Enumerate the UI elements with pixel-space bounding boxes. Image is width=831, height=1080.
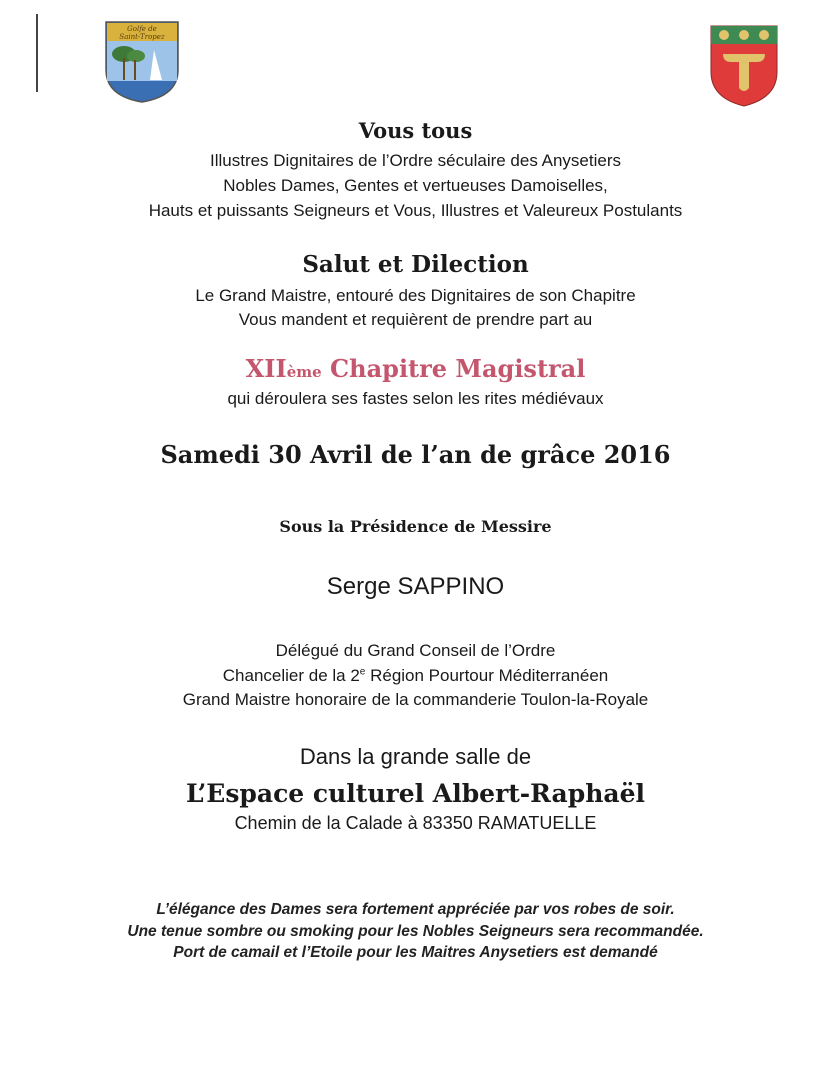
intro-line-2: Nobles Dames, Gentes et vertueuses Damoiselles, <box>223 176 608 195</box>
ramatuelle-crest-icon <box>709 24 779 108</box>
president-title-2-sup: e <box>359 666 366 678</box>
venue-intro: Dans la grande salle de <box>299 744 532 769</box>
president-title-2 <box>0 666 831 686</box>
dress-code-line-1: L’élégance des Dames sera fortement appréciée par vos robes de soir. <box>156 901 675 918</box>
greeting-heading: Salut et Dilection <box>302 251 529 278</box>
chapter-heading <box>0 354 831 383</box>
event-date: Samedi 30 Avril de l’an de grâce 2016 <box>160 440 671 469</box>
president-title-1: Délégué du Grand Conseil de l’Ordre <box>275 641 556 660</box>
crest-label-line1: Golfe de <box>127 25 157 33</box>
request-line-1: Le Grand Maistre, entouré des Dignitaires de son Chapitre <box>195 286 636 305</box>
president-title-2-suffix: Région Pourtour Méditerranéen <box>365 666 609 685</box>
venue-name: L’Espace culturel Albert-Raphaël <box>185 779 645 808</box>
president-title-2-prefix: Chancelier de la 2 <box>222 666 360 685</box>
chapter-name: Chapitre Magistral <box>321 354 586 383</box>
venue-address: Chemin de la Calade à 83350 RAMATUELLE <box>234 813 597 833</box>
presidency-heading: Sous la Présidence de Messire <box>279 517 552 536</box>
president-name: Serge SAPPINO <box>326 573 505 600</box>
chapter-note: qui déroulera ses fastes selon les rites médiévaux <box>227 389 604 408</box>
golfe-saint-tropez-crest-icon <box>104 20 180 104</box>
request-line-2: Vous mandent et requièrent de prendre part au <box>238 310 593 329</box>
president-title-3: Grand Maistre honoraire de la commanderie Toulon-la-Royale <box>182 690 649 709</box>
crest-label-line2: Saint-Tropez <box>119 33 165 41</box>
scan-edge-mark <box>36 14 38 92</box>
intro-line-3: Hauts et puissants Seigneurs et Vous, Illustres et Valeureux Postulants <box>148 201 683 220</box>
chapter-suffix: ème <box>286 363 322 381</box>
intro-line-1: Illustres Dignitaires de l’Ordre séculaire des Anysetiers <box>209 151 621 170</box>
chapter-roman: XII <box>245 354 287 383</box>
title-vous-tous: Vous tous <box>358 118 473 143</box>
dress-code-line-2: Une tenue sombre ou smoking pour les Nobles Seigneurs sera recommandée. <box>127 923 704 940</box>
dress-code-line-3: Port de camail et l’Etoile pour les Maitres Anysetiers est demandé <box>173 944 658 961</box>
